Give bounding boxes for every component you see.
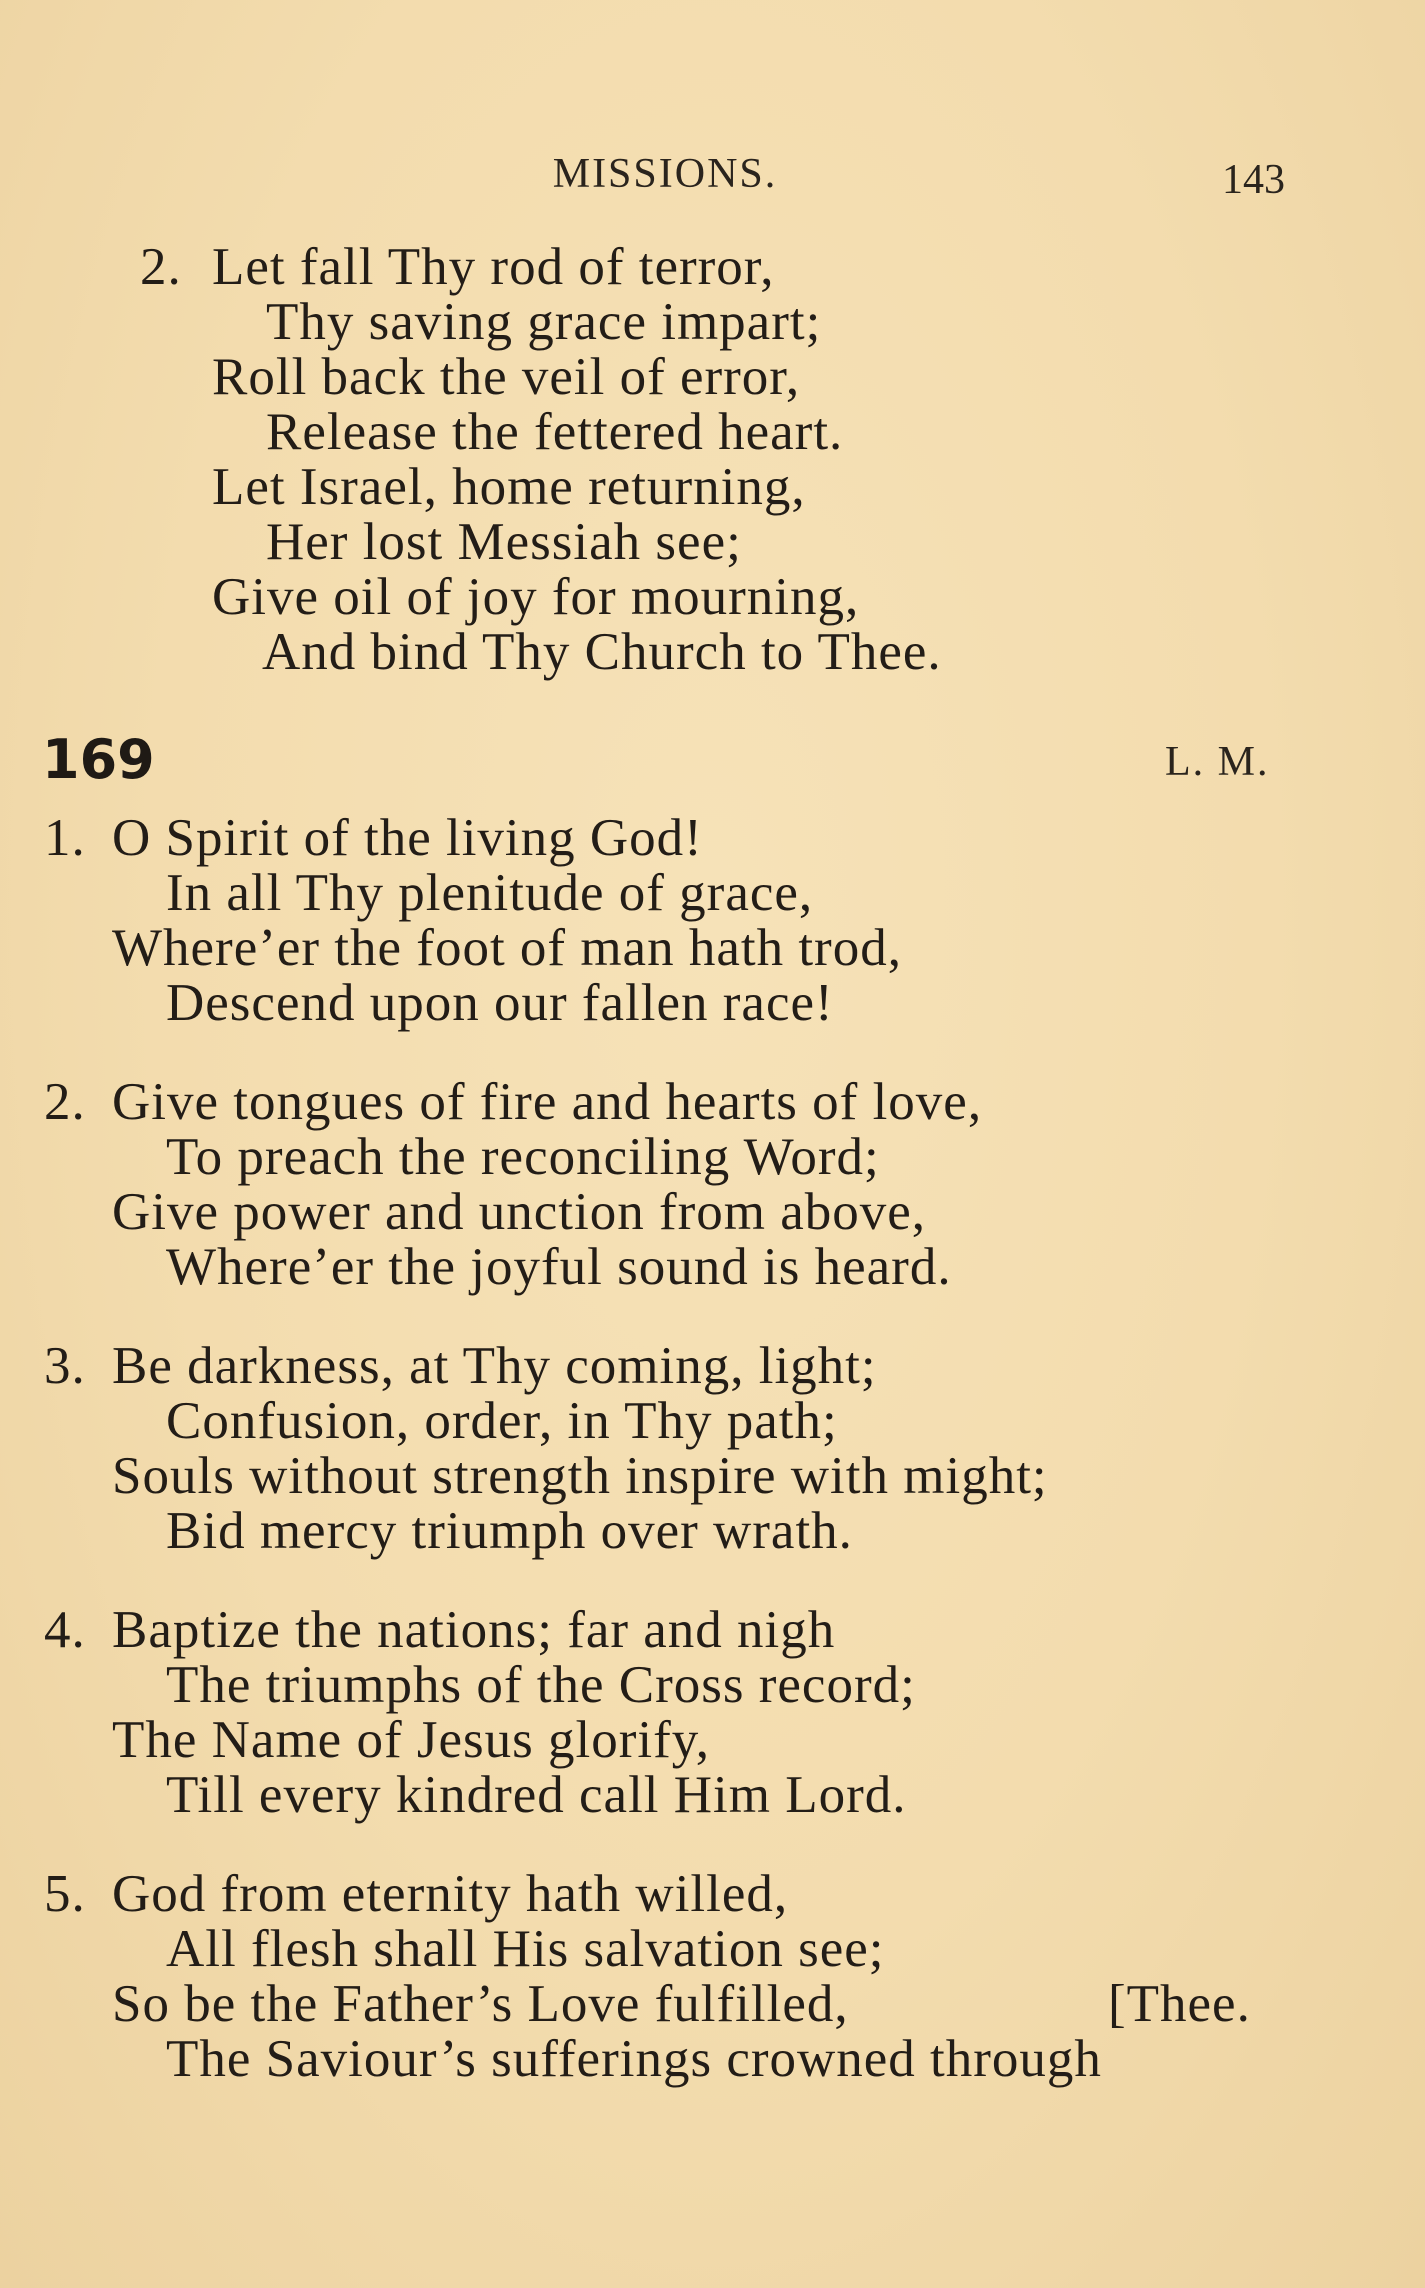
verse-line: To preach the reconciling Word;	[166, 1128, 880, 1186]
hymn-meter: L. M.	[1165, 739, 1270, 785]
verse-line: Her lost Messiah see;	[266, 513, 742, 571]
verse-line: God from eternity hath willed,	[112, 1865, 789, 1923]
stanza-number: 3.	[44, 1337, 86, 1395]
verse-line: Release the fettered heart.	[266, 403, 844, 461]
verse-line: So be the Father’s Love fulfilled,	[112, 1975, 849, 2033]
stanza-number: 5.	[44, 1865, 86, 1923]
verse-line: Where’er the foot of man hath trod,	[112, 919, 902, 977]
verse-line: Roll back the veil of error,	[212, 348, 801, 406]
verse-line: Where’er the joyful sound is heard.	[166, 1238, 952, 1296]
verse-line: Give tongues of fire and hearts of love,	[112, 1073, 983, 1131]
verse-carry-over: [Thee.	[1108, 1975, 1251, 2033]
verse-line: The Saviour’s sufferings crowned through	[166, 2030, 1102, 2088]
verse-line: Baptize the nations; far and nigh	[112, 1601, 836, 1659]
verse-line: Confusion, order, in Thy path;	[166, 1392, 838, 1450]
verse-line: Be darkness, at Thy coming, light;	[112, 1337, 877, 1395]
verse-line: O Spirit of the living God!	[112, 809, 703, 867]
page-number: 143	[1222, 157, 1285, 203]
verse-line: Give oil of joy for mourning,	[212, 568, 860, 626]
stanza-number: 2.	[44, 1073, 86, 1131]
stanza-number: 4.	[44, 1601, 86, 1659]
verse-line: Let Israel, home returning,	[212, 458, 806, 516]
verse-line: Descend upon our fallen race!	[166, 974, 834, 1032]
page-header-title: MISSIONS.	[552, 151, 778, 197]
verse-line: The triumphs of the Cross record;	[166, 1656, 916, 1714]
stanza-number: 1.	[44, 809, 86, 867]
verse-line: The Name of Jesus glorify,	[112, 1711, 711, 1769]
hymn-number: 169	[42, 728, 155, 791]
verse-line: Bid mercy triumph over wrath.	[166, 1502, 853, 1560]
show-through-decoration	[1180, 235, 1198, 318]
verse-line: Till every kindred call Him Lord.	[166, 1766, 907, 1824]
verse-line: Give power and unction from above,	[112, 1183, 927, 1241]
verse-line: Let fall Thy rod of terror,	[212, 238, 775, 296]
verse-line: Thy saving grace impart;	[266, 293, 822, 351]
verse-line: And bind Thy Church to Thee.	[262, 623, 942, 681]
verse-line: In all Thy plenitude of grace,	[166, 864, 814, 922]
verse-line: All flesh shall His salvation see;	[166, 1920, 885, 1978]
verse-line: Souls without strength inspire with might;	[112, 1447, 1048, 1505]
stanza-number: 2.	[140, 238, 182, 296]
